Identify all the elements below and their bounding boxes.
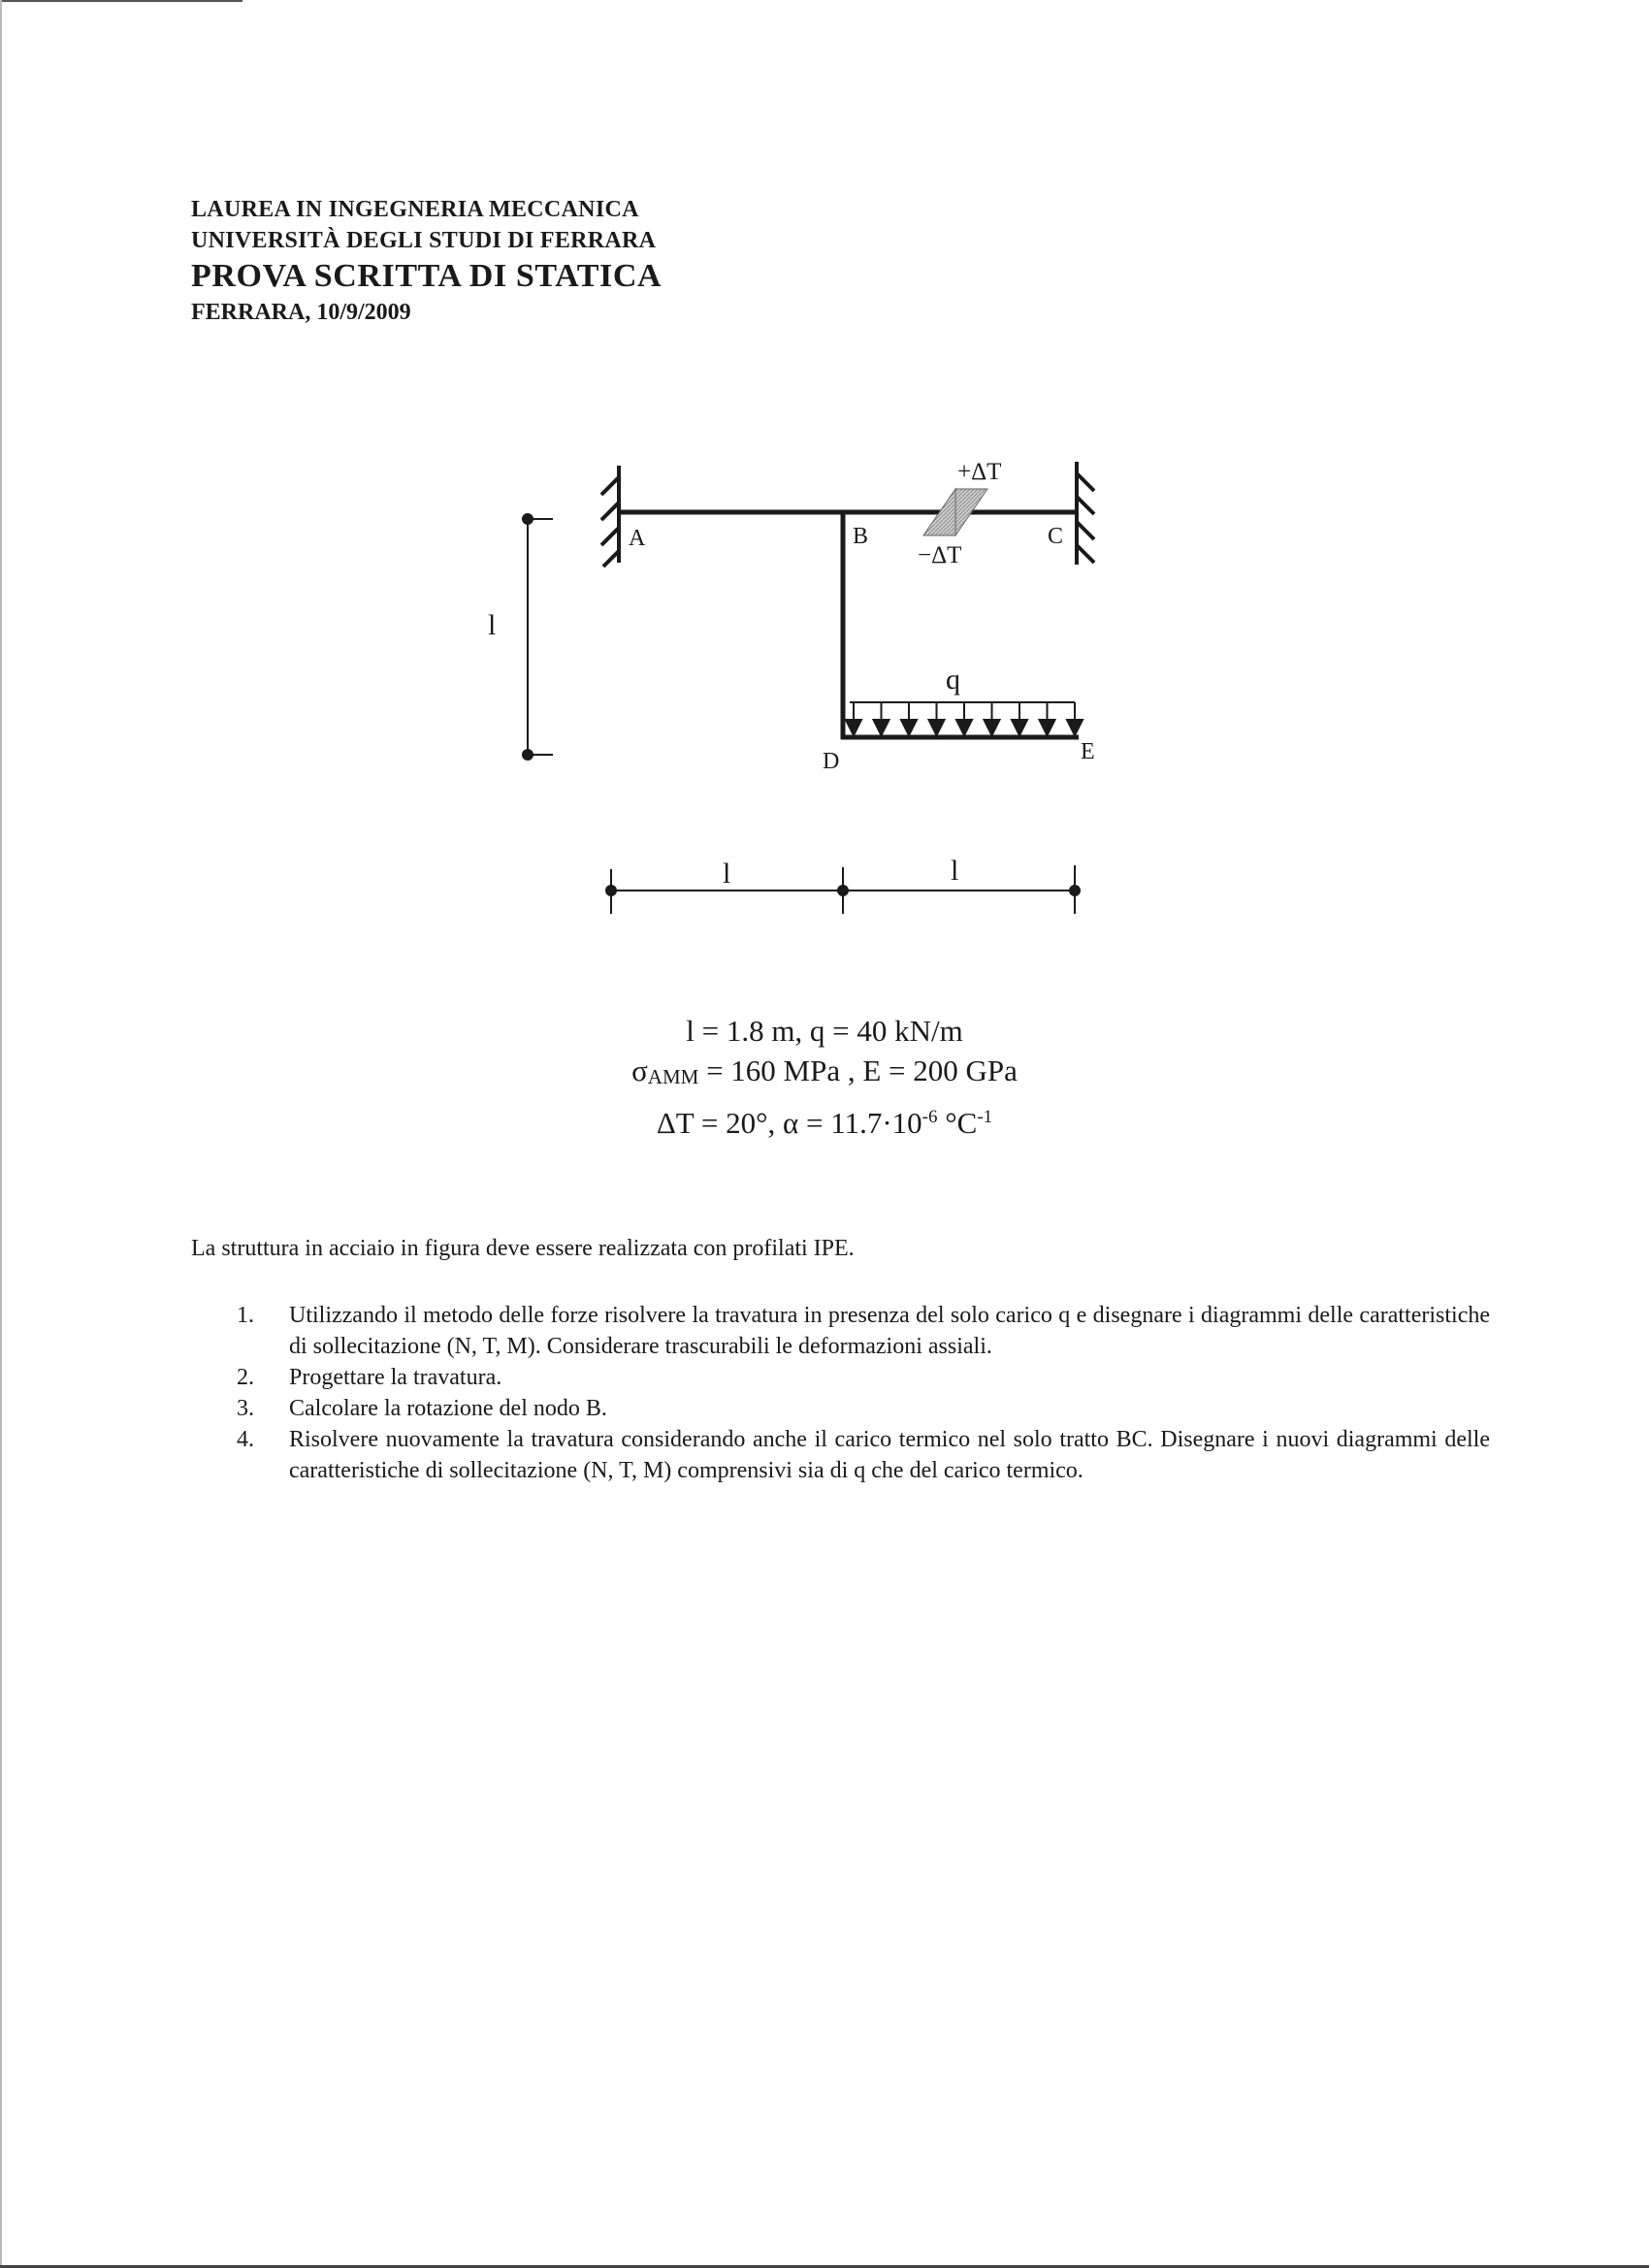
problem-parameters bbox=[485, 1011, 1164, 1143]
task-text: Risolvere nuovamente la travatura considerando anche il carico termico nel solo tratto BC. Disegnare i nuovi diagrammi delle caratteristiche di sollecitazione (N, T, M) comprensivi sia di q che del carico termico. bbox=[289, 1427, 1490, 1483]
document-header bbox=[191, 194, 662, 328]
params-line-1: l = 1.8 m, q = 40 kN/m bbox=[686, 1014, 963, 1048]
load-arrow-head bbox=[1067, 720, 1083, 735]
load-arrow-head bbox=[874, 720, 889, 735]
task-list bbox=[237, 1300, 1490, 1486]
load-arrow-head bbox=[956, 720, 972, 735]
task-text: Progettare la travatura. bbox=[289, 1365, 502, 1390]
intro-paragraph: La struttura in acciaio in figura deve essere realizzata con profilati IPE. bbox=[191, 1236, 855, 1261]
exam-title: PROVA SCRITTA DI STATICA bbox=[191, 258, 663, 294]
params-line-3-exp: -6 bbox=[922, 1107, 938, 1127]
load-arrow-head bbox=[1040, 720, 1055, 735]
load-arrow-head bbox=[985, 720, 1000, 735]
node-label-a: A bbox=[629, 526, 646, 551]
task-text: Utilizzando il metodo delle forze risolvere la travatura in presenza del solo carico q e disegnare i diagrammi delle caratteristiche di sollecitazione (N, T, M). Considerare trascurabili le deformazioni assiali. bbox=[289, 1303, 1490, 1359]
scan-edge-left bbox=[0, 0, 2, 2268]
scan-edge-top bbox=[0, 0, 242, 2]
params-line-3-exp2: -1 bbox=[977, 1107, 993, 1127]
horizontal-dimension bbox=[606, 865, 1080, 914]
task-text: Calcolare la rotazione del nodo B. bbox=[289, 1396, 607, 1421]
task-item bbox=[237, 1424, 1490, 1486]
temp-minus-label: −ΔT bbox=[918, 542, 962, 568]
load-arrow-head bbox=[929, 720, 945, 735]
fixed-support-a bbox=[601, 466, 619, 567]
task-item bbox=[237, 1300, 1490, 1362]
vertical-dimension bbox=[522, 514, 553, 760]
node-label-c: C bbox=[1048, 524, 1064, 549]
params-line-3 bbox=[485, 1097, 1164, 1143]
fixed-support-c bbox=[1077, 462, 1094, 565]
sigma-symbol: σ bbox=[631, 1053, 648, 1087]
load-arrow-head bbox=[901, 720, 917, 735]
params-line-3-b: °C bbox=[937, 1106, 978, 1140]
thermal-gradient-symbol bbox=[923, 489, 987, 535]
vertical-dimension-label: l bbox=[488, 609, 497, 641]
university-line: UNIVERSITÀ DEGLI STUDI DI FERRARA bbox=[191, 228, 657, 253]
degree-line: LAUREA IN INGEGNERIA MECCANICA bbox=[191, 197, 639, 222]
horizontal-dimension-label-1: l bbox=[723, 858, 731, 890]
load-arrow-head bbox=[1012, 720, 1027, 735]
node-label-e: E bbox=[1081, 739, 1095, 764]
task-item bbox=[237, 1393, 1490, 1424]
horizontal-dimension-label-2: l bbox=[951, 855, 959, 887]
distributed-load bbox=[846, 702, 1083, 735]
temp-plus-label: +ΔT bbox=[957, 459, 1002, 485]
task-number: 1. bbox=[237, 1303, 254, 1328]
task-item bbox=[237, 1362, 1490, 1393]
node-label-b: B bbox=[853, 524, 869, 549]
task-number: 2. bbox=[237, 1365, 254, 1390]
exam-date: FERRARA, 10/9/2009 bbox=[191, 300, 411, 325]
task-number: 4. bbox=[237, 1427, 254, 1452]
params-line-3-a: ΔT = 20°, α = 11.7·10 bbox=[656, 1106, 922, 1140]
params-line-2-rest: = 160 MPa , E = 200 GPa bbox=[698, 1053, 1018, 1087]
params-line-2 bbox=[485, 1051, 1164, 1097]
sigma-subscript: AMM bbox=[647, 1065, 699, 1088]
node-label-d: D bbox=[823, 749, 840, 774]
load-label: q bbox=[946, 664, 960, 696]
task-number: 3. bbox=[237, 1396, 254, 1421]
load-arrow-head bbox=[846, 720, 861, 735]
